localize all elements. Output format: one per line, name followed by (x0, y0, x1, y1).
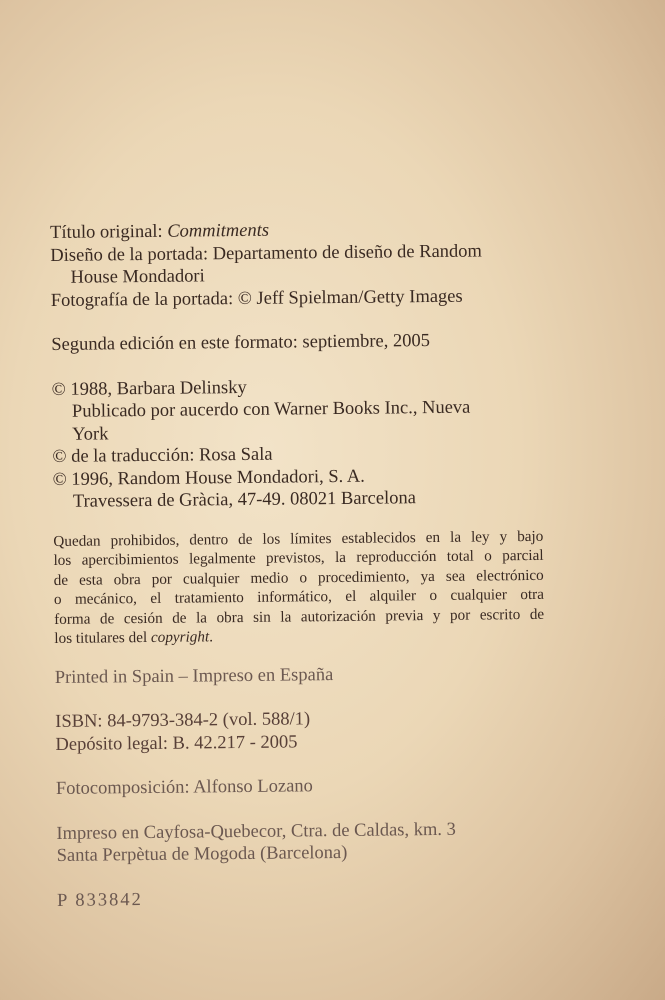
publisher-address: Travessera de Gràcia, 47-49. 08021 Barcelona (72, 488, 417, 512)
legal-line: de esta obra por cualquier medio o procedimiento, ya sea electrónico (53, 566, 544, 589)
copyright-translation: © de la traducción: Rosa Sala (52, 444, 273, 467)
legal-line: forma de cesión de la obra sin la autorización previa y por escrito de (54, 605, 545, 628)
copyright-author: © 1988, Barbara Delinsky (51, 377, 247, 400)
original-title-label: Título original: (50, 221, 168, 243)
legal-line: o mecánico, el tratamiento informático, el alquiler o cualquier otra (53, 585, 545, 608)
legal-notice (53, 526, 544, 648)
print-code: P 833842 (57, 889, 143, 911)
publisher-agreement-cont: York (72, 423, 109, 445)
fotocomposicion-line: Fotocomposición: Alfonso Lozano (55, 776, 313, 799)
copyright-publisher: © 1996, Random House Mondadori, S. A. (52, 466, 365, 490)
publisher-agreement: Publicado por aucerdo con Warner Books Inc., Nueva (71, 397, 471, 422)
isbn-line: ISBN: 84-9793-384-2 (vol. 588/1) (55, 709, 311, 732)
printed-in-line: Printed in Spain – Impreso en España (54, 664, 334, 688)
legal-line: los apercibimientos legalmente previstos, la reproducción total o parcial (53, 546, 544, 569)
copyright-page (50, 216, 647, 912)
legal-line: Quedan prohibidos, dentro de los límites establecidos en la ley y bajo (53, 527, 544, 550)
printer-location-line: Santa Perpètua de Mogoda (Barcelona) (56, 842, 348, 866)
cover-design-line: Diseño de la portada: Departamento de diseño de Random (50, 240, 482, 266)
cover-photo-line: Fotografía de la portada: © Jeff Spielman/Getty Images (50, 286, 463, 311)
legal-text: los titulares del (54, 628, 152, 647)
copyright-word: copyright (150, 628, 210, 646)
original-title: Commitments (167, 220, 270, 242)
deposito-legal-line: Depósito legal: B. 42.217 - 2005 (55, 731, 298, 755)
cover-design-line-cont: House Mondadori (70, 266, 205, 288)
edition-line: Segunda edición en este formato: septiembre, 2005 (51, 331, 431, 355)
printer-line: Impreso en Cayfosa-Quebecor, Ctra. de Caldas, km. 3 (56, 819, 456, 844)
legal-text: . (209, 628, 214, 646)
